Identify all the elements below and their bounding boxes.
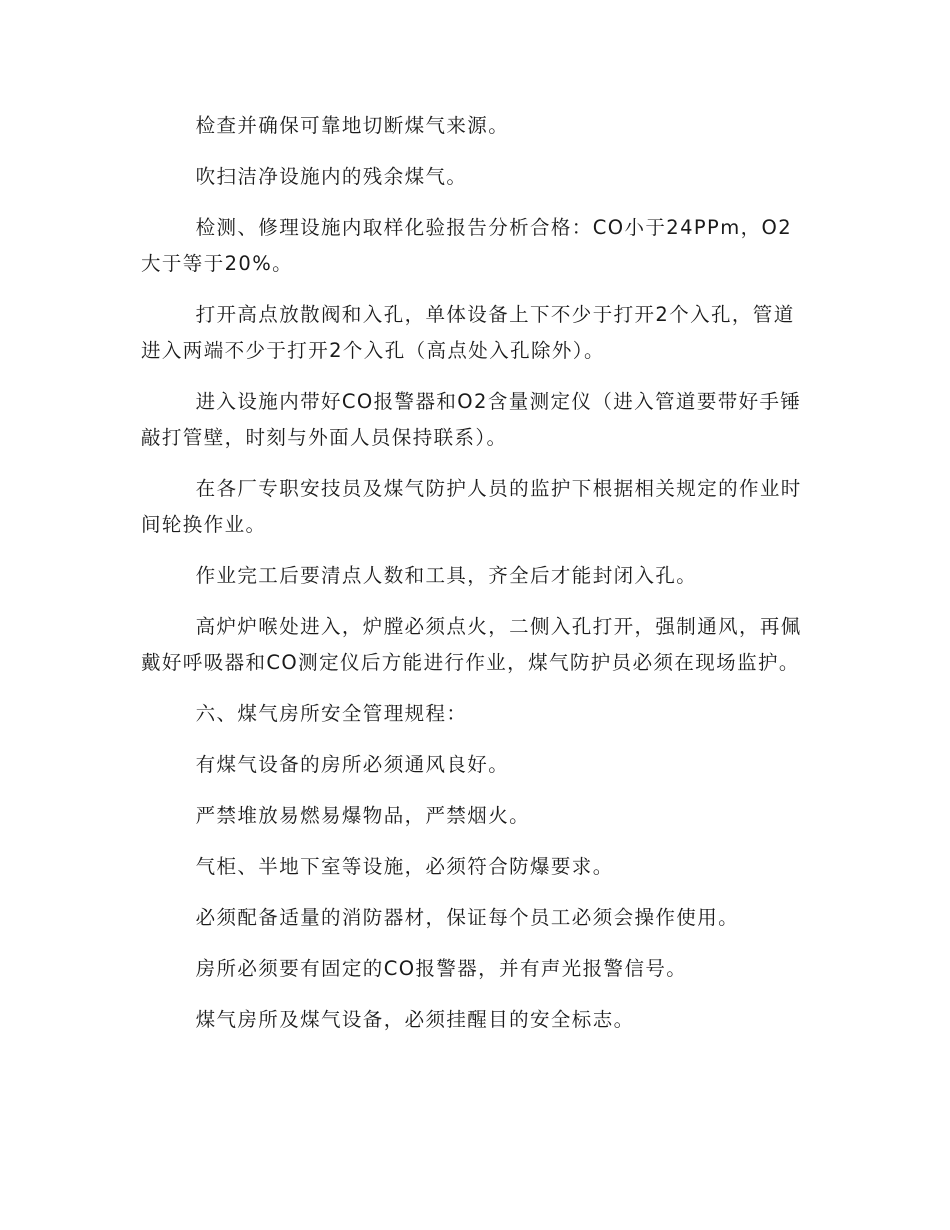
paragraph: 检查并确保可靠地切断煤气来源。	[195, 114, 510, 137]
paragraph: 高炉炉喉处进入，炉膛必须点火，二侧入孔打开，强制通风，再佩戴好呼吸器和CO测定仪后方能进行作业，煤气防护员必须在现场监护。	[141, 615, 802, 674]
paragraph: 严禁堆放易燃易爆物品，严禁烟火。	[195, 804, 530, 827]
paragraph: 必须配备适量的消防器材，保证每个员工必须会操作使用。	[195, 906, 739, 929]
paragraph: 作业完工后要清点人数和工具，齐全后才能封闭入孔。	[195, 564, 698, 587]
paragraph: 打开高点放散阀和入孔，单体设备上下不少于打开2个入孔，管道进入两端不少于打开2个入孔（高点处入孔除外）。	[141, 303, 795, 362]
paragraph: 煤气房所及煤气设备，必须挂醒目的安全标志。	[195, 1008, 635, 1031]
section-heading: 六、煤气房所安全管理规程：	[195, 702, 468, 725]
document-body	[141, 108, 806, 1053]
paragraph: 检测、修理设施内取样化验报告分析合格：CO小于24PPm，O2大于等于20%。	[141, 216, 793, 275]
paragraph: 有煤气设备的房所必须通风良好。	[195, 753, 510, 776]
paragraph: 进入设施内带好CO报警器和O2含量测定仪（进入管道要带好手锤敲打管壁，时刻与外面人员保持联系）。	[141, 390, 802, 449]
paragraph: 在各厂专职安技员及煤气防护人员的监护下根据相关规定的作业时间轮换作业。	[141, 477, 802, 536]
paragraph: 气柜、半地下室等设施，必须符合防爆要求。	[195, 855, 614, 878]
paragraph: 吹扫洁净设施内的残余煤气。	[195, 165, 468, 188]
paragraph: 房所必须要有固定的CO报警器，并有声光报警信号。	[195, 957, 688, 980]
